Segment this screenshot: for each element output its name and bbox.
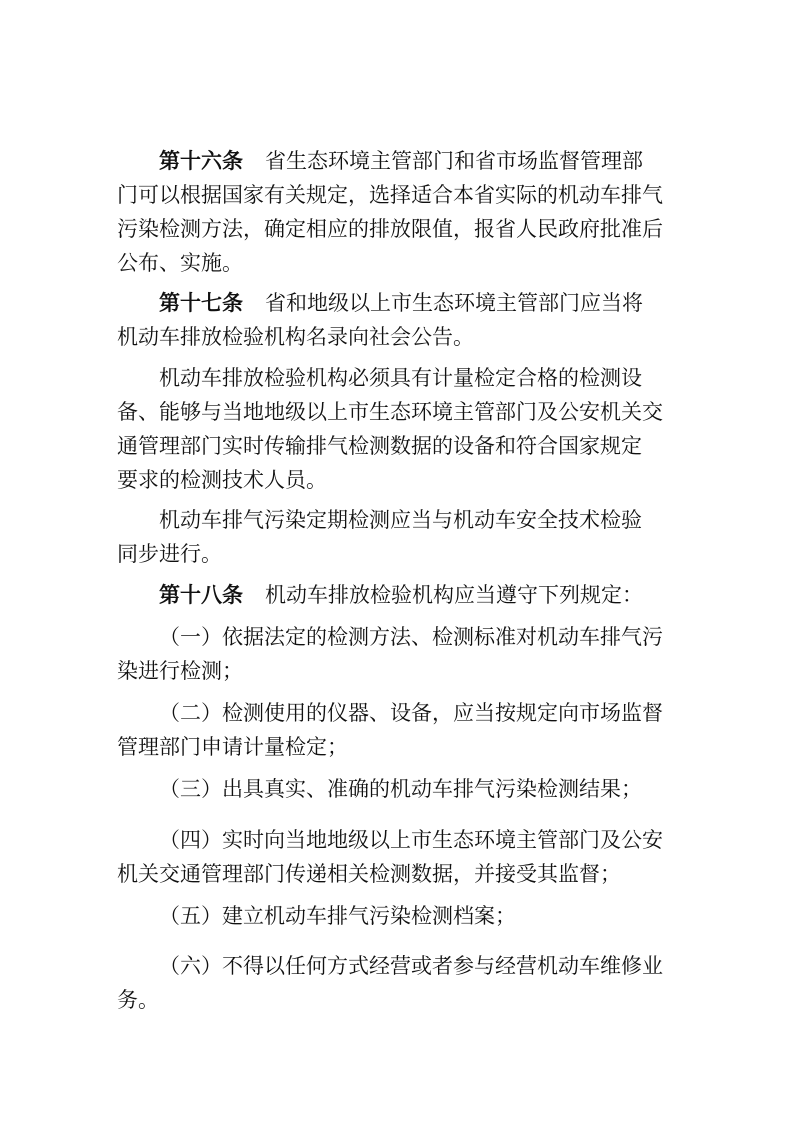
item-6-line-1: （六）不得以任何方式经营或者参与经营机动车维修业 <box>159 954 663 978</box>
list-item <box>117 823 677 891</box>
article-16-line-4: 公布、实施。 <box>117 251 243 275</box>
item-2-line-2: 管理部门申请计量检定； <box>117 735 348 759</box>
item-2-line-1: （二）检测使用的仪器、设备，应当按规定向市场监督 <box>159 701 663 725</box>
list-item <box>117 620 677 688</box>
article-16-text: 省生态环境主管部门和省市场监督管理部 <box>265 149 643 173</box>
article-18 <box>117 578 677 612</box>
item-1-line-1: （一）依据法定的检测方法、检测标准对机动车排气污 <box>159 625 663 649</box>
article-16-heading: 第十六条 <box>159 148 243 173</box>
list-item <box>117 899 677 933</box>
item-1-line-2: 染进行检测； <box>117 659 243 683</box>
p17-2-line-2: 备、能够与当地地级以上市生态环境主管部门及公安机关交 <box>117 400 663 424</box>
p17-2-line-1: 机动车排放检验机构必须具有计量检定合格的检测设 <box>159 366 642 390</box>
p17-2-line-4: 要求的检测技术人员。 <box>117 468 327 492</box>
article-16-line-2: 门可以根据国家有关规定，选择适合本省实际的机动车排气 <box>117 183 663 207</box>
article-17-text: 省和地级以上市生态环境主管部门应当将 <box>265 291 643 315</box>
item-3-line-1: （三）出具真实、准确的机动车排气污染检测结果； <box>159 777 642 801</box>
p17-3-line-1: 机动车排气污染定期检测应当与机动车安全技术检验 <box>159 508 642 532</box>
article-18-text: 机动车排放检验机构应当遵守下列规定： <box>265 583 643 607</box>
item-4-line-1: （四）实时向当地地级以上市生态环境主管部门及公安 <box>159 828 663 852</box>
article-18-line-1 <box>117 578 677 612</box>
article-17-heading: 第十七条 <box>159 290 243 315</box>
p17-2-line-3: 通管理部门实时传输排气检测数据的设备和符合国家规定 <box>117 434 642 458</box>
article-17-line-2: 机动车排放检验机构名录向社会公告。 <box>117 325 474 349</box>
p17-3-line-2: 同步进行。 <box>117 542 222 566</box>
article-16-line-3: 污染检测方法，确定相应的排放限值，报省人民政府批准后 <box>117 217 663 241</box>
item-4-line-2: 机关交通管理部门传递相关检测数据，并接受其监督； <box>117 862 621 886</box>
article-17-paragraph-2 <box>117 361 677 497</box>
list-item <box>117 949 677 1017</box>
article-16 <box>117 144 677 280</box>
article-17-line-1 <box>117 286 677 320</box>
list-item <box>117 696 677 764</box>
article-18-heading: 第十八条 <box>159 582 243 607</box>
item-6-line-2: 务。 <box>117 988 159 1012</box>
list-item <box>117 772 677 806</box>
article-17-paragraph-3 <box>117 503 677 571</box>
item-5-line-1: （五）建立机动车排气污染检测档案； <box>159 904 516 928</box>
article-16-line-1 <box>117 144 677 178</box>
article-17 <box>117 286 677 354</box>
